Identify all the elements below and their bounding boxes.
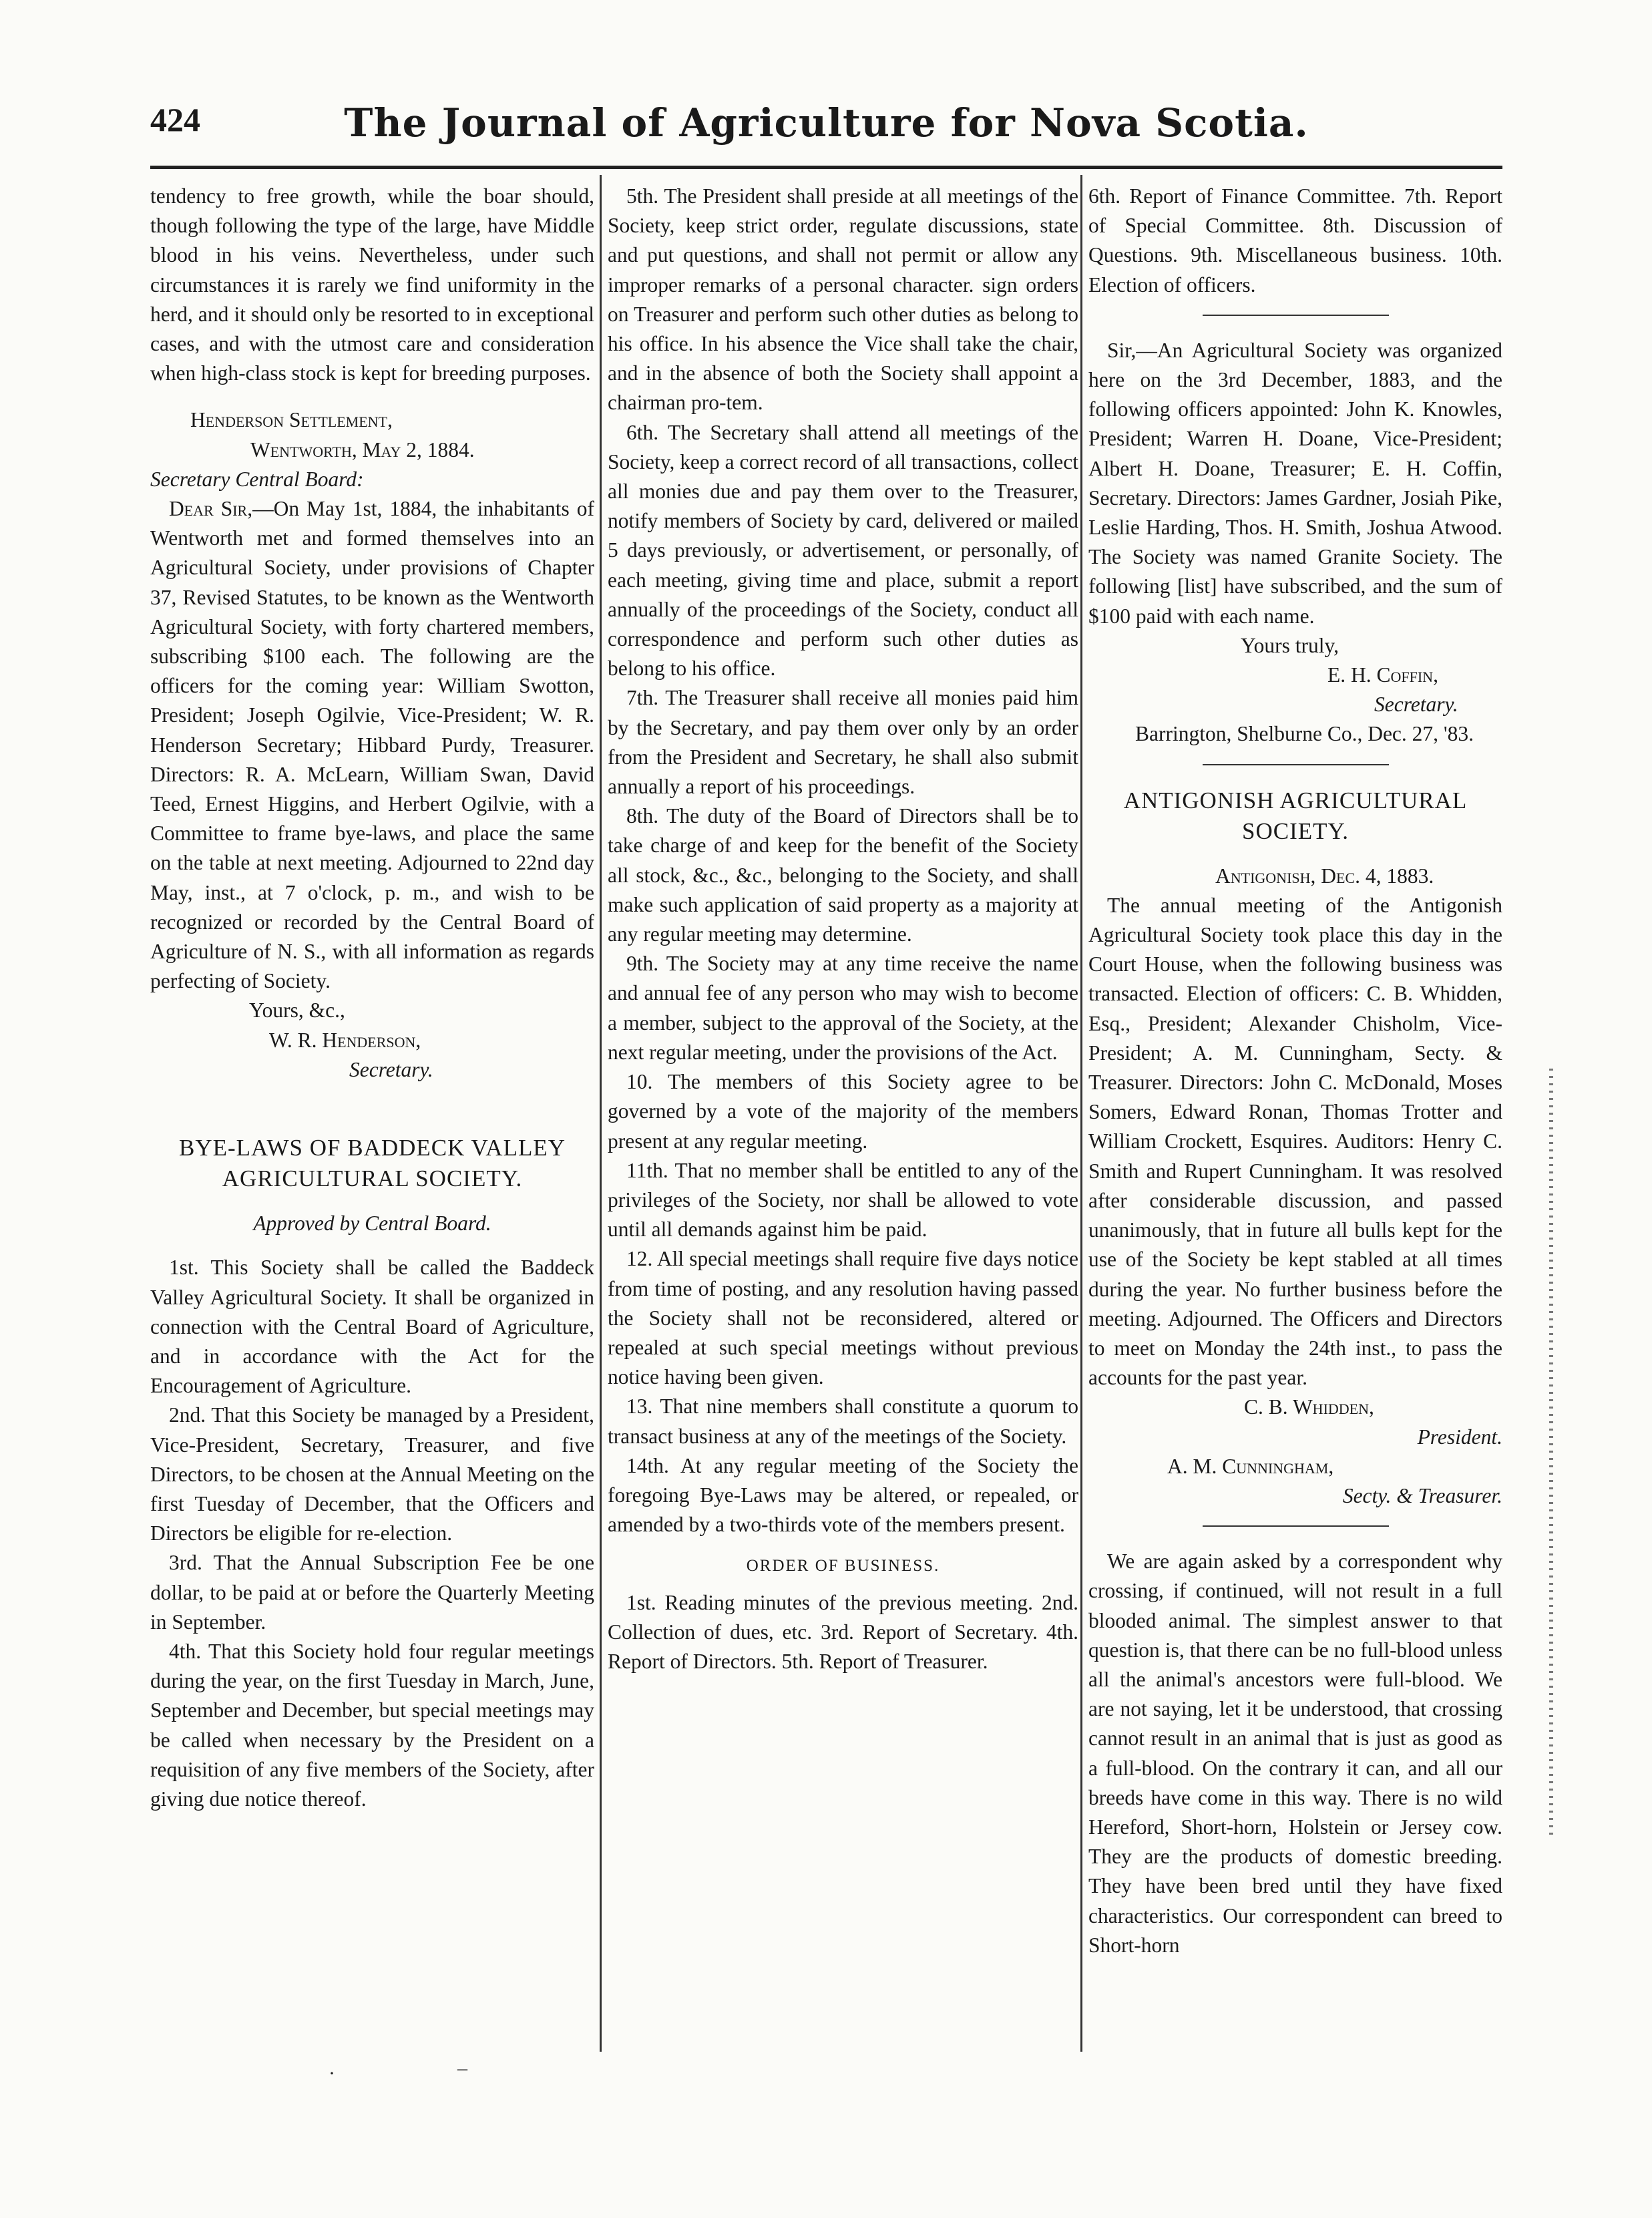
section-heading: BYE-LAWS OF BADDECK VALLEY AGRICULTURAL SOCIETY. [179,1135,566,1192]
bye-law: 12. All special meetings shall require five days notice from time of posting, and any resolution having passed the Society shall not be reconsidered, altered or repealed at such special meetings without previous notice having been given. [608,1247,1078,1389]
binding-edge-marks [1549,1069,1553,1837]
letter-closing: Yours, &c., [249,998,345,1023]
letter-salutation: Dear Sir, [169,497,253,521]
section-heading: ANTIGONISH AGRICULTURAL SOCIETY. [1123,787,1468,844]
order-of-business: 1st. Reading minutes of the previous meeting. 2nd. Collection of dues, etc. 3rd. Report of Secretary. 4th. Report of Directors. 5th. Report of Treasurer. [608,1590,1078,1673]
bye-law: 7th. The Treasurer shall receive all monies paid him by the Secretary, and pay them over only by an order from the President and Secretary, he shall also submit annually a report of his proceedings. [608,686,1078,799]
letter-signer: W. R. Henderson, [269,1028,421,1052]
column-right [1088,182,1502,2131]
bye-law: 5th. The President shall preside at all meetings of the Society, keep strict order, regulate discussions, state and put questions, and shall not permit or allow any improper remarks of a personal character. sign orders on Treasurer and perform such other duties as belong to his office. In his absence the Vice shall take the chair, and in the absence of both the Society shall appoint a chairman pro-tem. [608,184,1078,415]
letter-dateline: Wentworth, May 2, 1884. [250,437,475,461]
bye-law: 13. That nine members shall constitute a quorum to transact business at any of the meetings of the Society. [608,1395,1078,1448]
letter-addressee: Secretary Central Board: [150,467,364,491]
bye-law: 11th. That no member shall be entitled to any of the privileges of the Society, nor shall be allowed to vote until all demands against him be paid. [608,1158,1078,1242]
letter-signer-title: Secretary. [349,1057,433,1081]
bye-law: 4th. That this Society hold four regular meetings during the year, on the first Tuesday in March, June, September and December, but special meetings may be called when necessary by the President on a requisition of any five members of the Society, after giving due notice thereof. [150,1639,594,1811]
letter-body: Sir,—An Agricultural Society was organized here on the 3rd December, 1883, and the following officers appointed: John K. Knowles, President; Warren H. Doane, Vice-President; Albert H. Doane, Treasurer; E. H. Coffin, Secretary. Directors: James Gardner, Josiah Pike, Leslie Harding, Thos. H. Smith, Joshua Atwood. The Society was named Granite Society. The following [list] have subscribed, and the sum of $100 paid with each name. [1088,338,1502,628]
section-rule [1203,315,1389,316]
column-middle [608,182,1078,2131]
print-mark: · [329,2062,335,2084]
editorial-paragraph: We are again asked by a correspondent why crossing, if continued, will not result in a full blooded animal. The simplest answer to that question is, that there can be no full-blood unless all the animal's ancestors were full-blood. We are not saying, let it be understood, that crossing cannot result in an animal that is just as good as a full-blood. On the contrary it can, and all our breeds have come in this way. There is no wild Hereford, Short-horn, Holstein or Jersey cow. They are the products of domestic breeding. They have been bred until they have fixed characteristics. Our correspondent can breed to Short-horn [1088,1549,1502,1957]
bye-law: 14th. At any regular meeting of the Society the foregoing Bye-Laws may be altered, or repealed, or amended by a two-thirds vote of the members present. [608,1453,1078,1537]
letter-place: Henderson Settlement, [190,408,393,432]
bye-law: 9th. The Society may at any time receive the name and annual fee of any person who may wish to become a member, subject to the approval of the Society, at the next regular meeting, under the provisions of the Act. [608,952,1078,1064]
bye-law: 6th. The Secretary shall attend all meetings of the Society, keep a correct record of all transactions, collect all monies due and pay them over to the Treasurer, notify members of Society by card, delivered or mailed 5 days previously, or advertisement, or personally, of each meeting, giving time and place, submit a report annually of the proceedings of the Society, conduct all correspondence and perform such other duties as belong to his office. [608,420,1078,681]
letter-place: Barrington, Shelburne Co., Dec. 27, '83. [1135,722,1474,746]
bye-law: 2nd. That this Society be managed by a President, Vice-President, Secretary, Treasurer, and five Directors, to be chosen at the Annual Meeting on the first Tuesday of December, that the Officers and Directors be eligible for re-election. [150,1403,594,1545]
column-divider [600,175,602,2052]
report-signer: A. M. Cunningham, [1167,1454,1334,1478]
page-number: 424 [150,101,200,138]
letter-signer-title: Secretary. [1374,693,1458,717]
report-signer: C. B. Whidden, [1244,1395,1374,1419]
bye-law: 10. The members of this Society agree to be governed by a vote of the majority of the members present at any regular meeting. [608,1070,1078,1153]
letter-body: Dear Sir,—On May 1st, 1884, the inhabitants of Wentworth met and formed themselves into an Agricultural Society, under provisions of Chapter 37, Revised Statutes, to be known as the Wentworth Agricultural Society, with forty chartered members, subscribing $100 each. The following are the officers for the coming year: William Swotton, President; Joseph Ogilvie, Vice-President; W. R. Henderson Secretary; Hibbard Purdy, Treasurer. Directors: R. A. McLearn, William Swan, David Teed, Ernest Higgins, and Herbert Ogilvie, with a Committee to frame bye-laws, and place the same on the table at next meeting. Adjourned to 22nd day May, inst., at 7 o'clock, p. m., and wish to be recognized or recorded by the Central Board of Agriculture of N. S., with all information as regards perfecting of Society. [150,497,594,993]
order-of-business-continued: 6th. Report of Finance Committee. 7th. Report of Special Committee. 8th. Discussion of Questions. 9th. Miscellaneous business. 10th. Election of officers. [1088,184,1502,297]
bye-law: 1st. This Society shall be called the Baddeck Valley Agricultural Society. It shall be organized in connection with the Central Board of Agriculture, and in accordance with the Act for the Encouragement of Agriculture. [150,1256,594,1398]
report-dateline: Antigonish, Dec. 4, 1883. [1215,864,1434,888]
header-rule [150,166,1502,169]
column-left [150,182,594,2131]
report-signer-title: Secty. & Treasurer. [1342,1483,1502,1507]
paragraph: tendency to free growth, while the boar should, though following the type of the large, have Middle blood in his veins. Nevertheless, under such circumstances it is rarely we find uniformity in the herd, and it should only be resorted to in exceptional cases, and with the utmost care and consideration when high-class stock is kept for breeding purposes. [150,184,594,385]
bye-law: 8th. The duty of the Board of Directors shall be to take charge of and keep for the benefit of the Society all stock, &c., &c., belonging to the Society, and shall make such application of said property as a majority at any regular meeting may determine. [608,804,1078,946]
page-header [150,100,1502,154]
section-rule [1203,764,1389,765]
order-of-business-heading: ORDER OF BUSINESS. [746,1557,940,1576]
bye-law: 3rd. That the Annual Subscription Fee be one dollar, to be paid at or before the Quarterly Meeting in September. [150,1551,594,1634]
letter-closing: Yours truly, [1241,633,1339,657]
letter-signer: E. H. Coffin, [1327,663,1438,687]
report-body: The annual meeting of the Antigonish Agricultural Society took place this day in the Court House, when the following business was transacted. Election of officers: C. B. Whidden, Esq., President; Alexander Chisholm, Vice-President; A. M. Cunningham, Secty. & Treasurer. Directors: John C. McDonald, Moses Somers, Edward Ronan, Thomas Trotter and William Crockett, Esquires. Auditors: Henry C. Smith and Rupert Cunningham. It was resolved after considerable discussion, and passed unanimously, that in future all bulls kept for the use of the Society be kept stabled at all times during the year. No further business before the meeting. Adjourned. The Officers and Directors to meet on Monday the 24th inst., to pass the accounts for the past year. [1088,893,1502,1390]
print-mark: – [457,2057,467,2079]
approval-note: Approved by Central Board. [253,1212,491,1236]
section-rule [1203,1525,1389,1527]
report-signer-title: President. [1417,1425,1502,1449]
running-title: The Journal of Agriculture for Nova Scotia. [344,100,1309,146]
column-divider [1080,175,1082,2052]
